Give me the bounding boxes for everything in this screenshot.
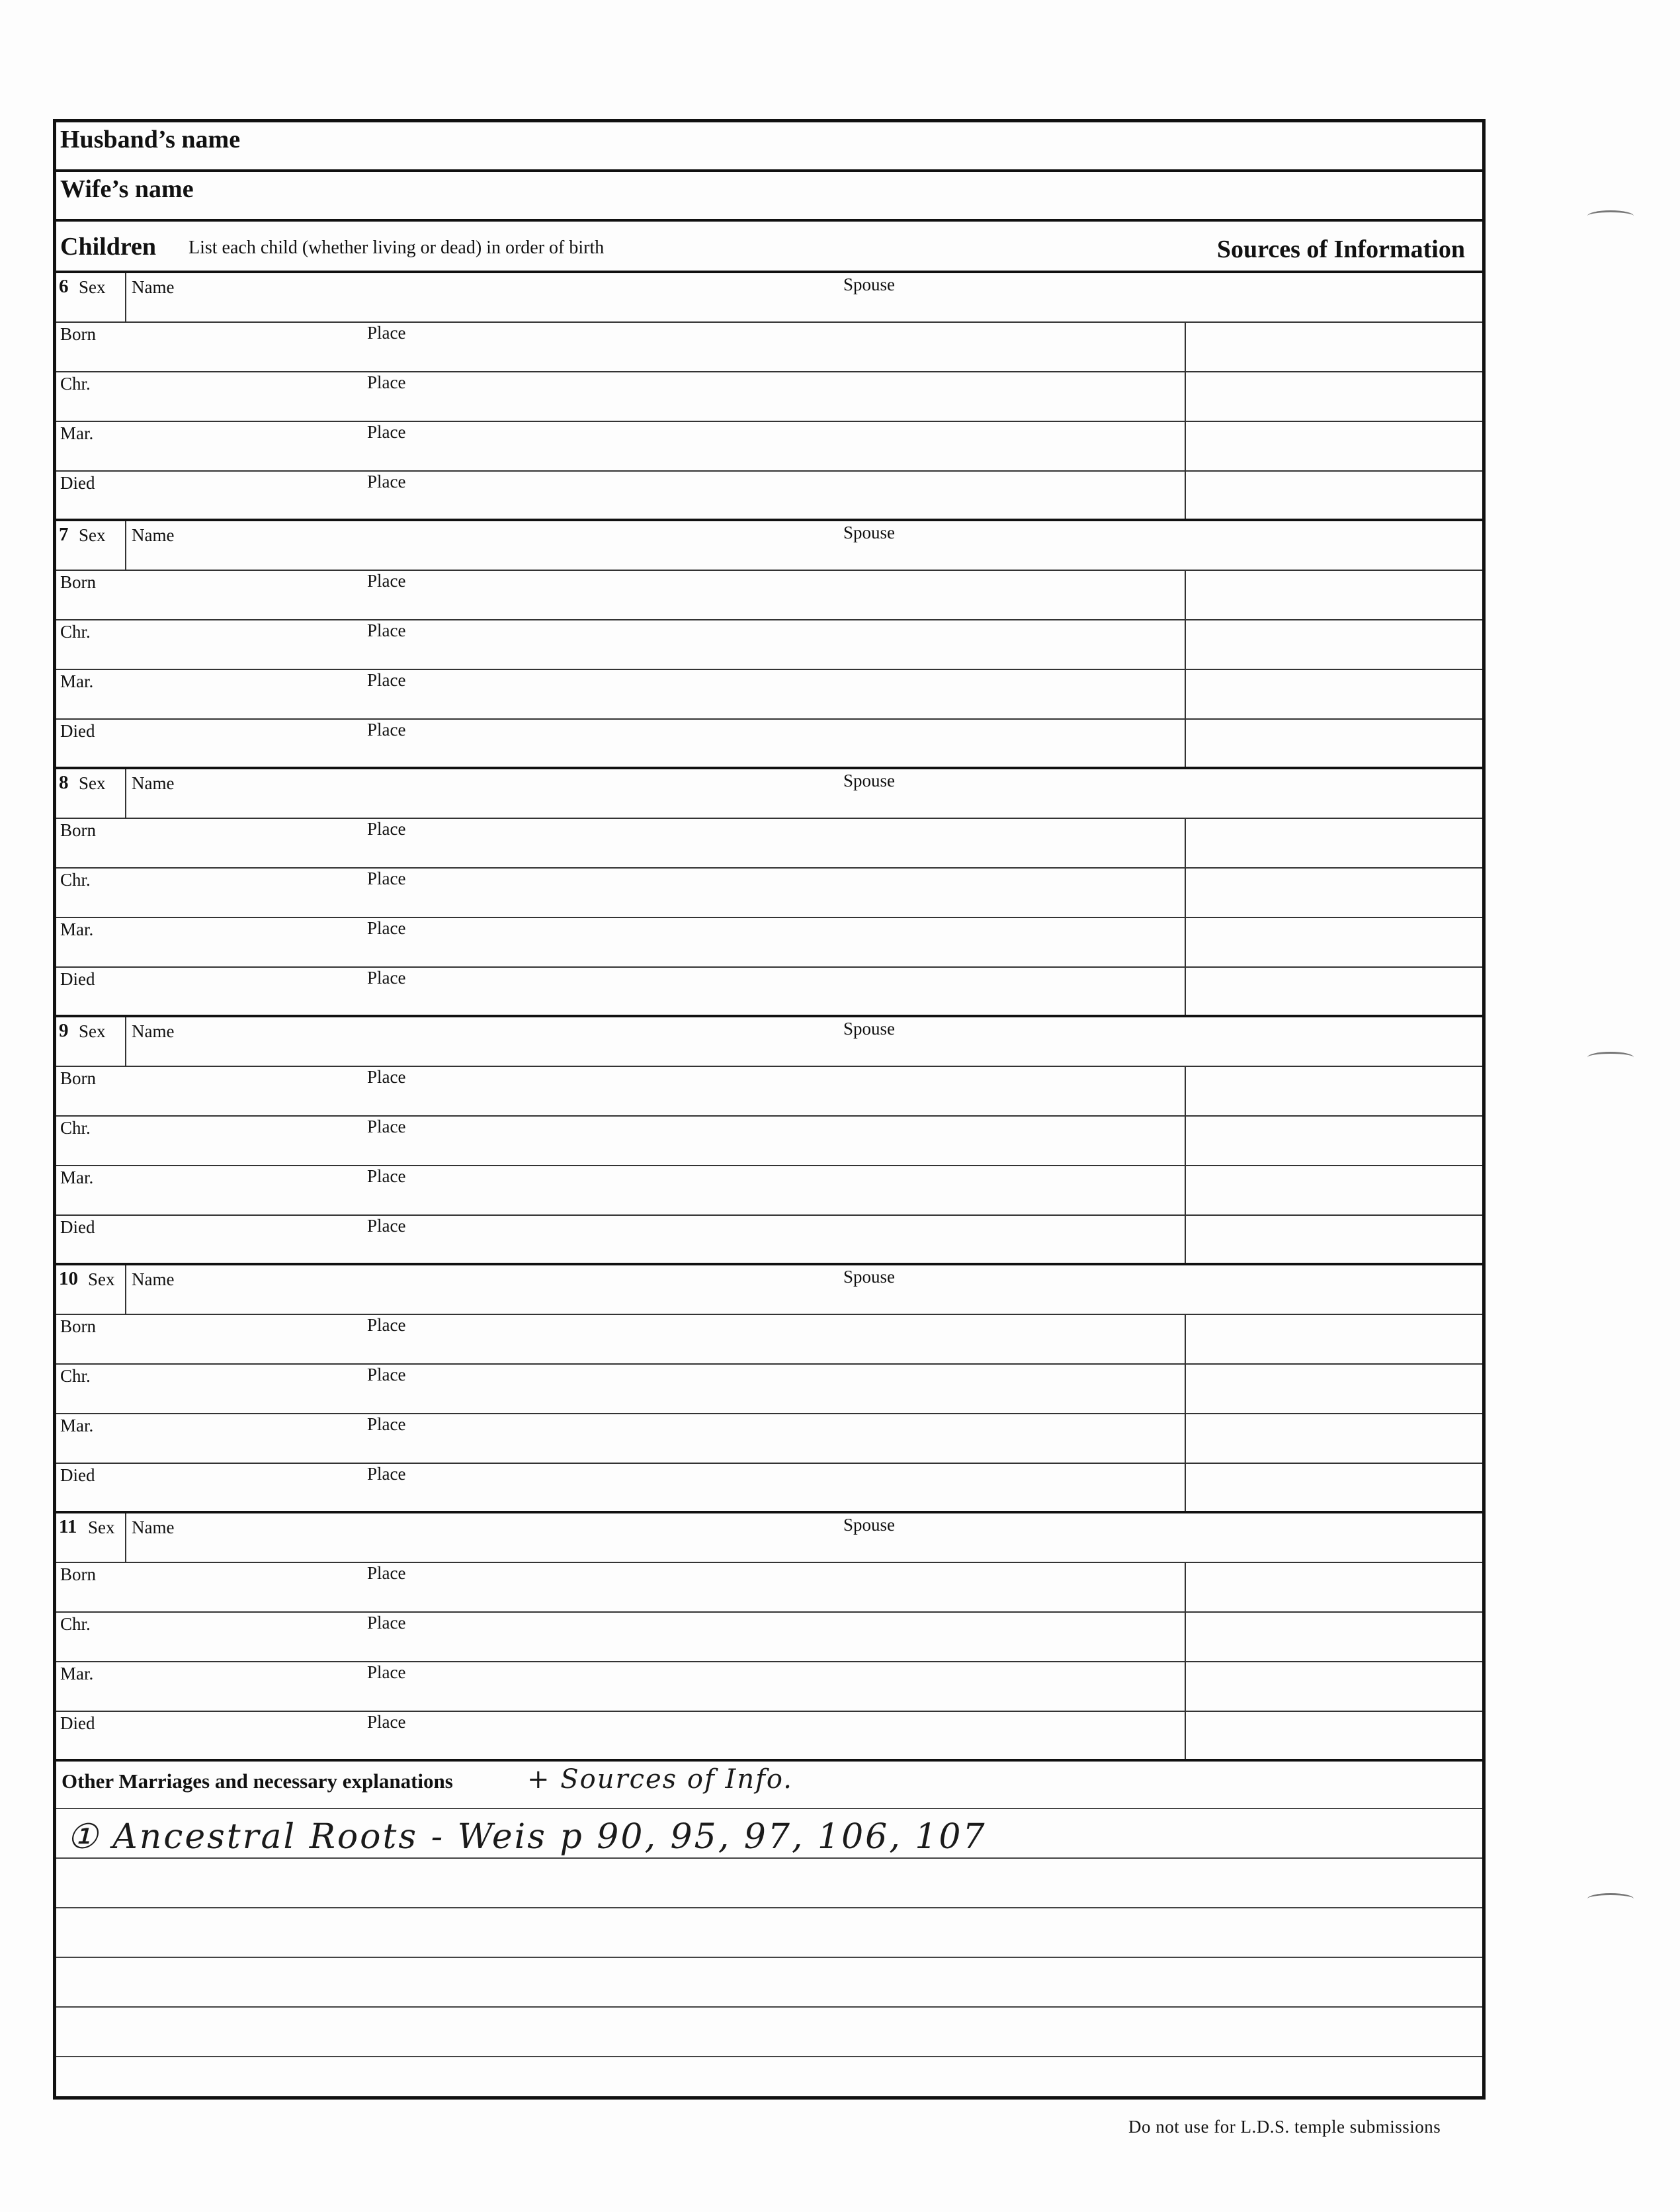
event-row[interactable] xyxy=(56,571,1482,620)
child-name-row[interactable] xyxy=(56,1513,1482,1563)
child-number: 9 xyxy=(59,1020,69,1041)
event-row[interactable] xyxy=(56,968,1482,1017)
place-label: Place xyxy=(367,670,406,690)
child-number: 8 xyxy=(59,772,69,793)
event-label: Born xyxy=(60,1316,96,1336)
place-label: Place xyxy=(367,1464,406,1484)
sex-label: Sex xyxy=(79,1021,106,1041)
child-sex-field[interactable] xyxy=(56,521,126,570)
event-label: Mar. xyxy=(60,1664,94,1683)
husband-name-label: Husband’s name xyxy=(60,126,241,153)
event-row[interactable] xyxy=(56,918,1482,968)
child-sex-field[interactable] xyxy=(56,769,126,818)
punch-hole-mark xyxy=(1587,1893,1634,1904)
name-label: Name xyxy=(132,1517,175,1537)
wife-name-field[interactable] xyxy=(56,172,1482,222)
event-label: Died xyxy=(60,473,95,493)
child-name-row[interactable] xyxy=(56,1017,1482,1067)
child-sex-field[interactable] xyxy=(56,1017,126,1066)
name-label: Name xyxy=(132,277,175,297)
event-row[interactable] xyxy=(56,1166,1482,1216)
place-label: Place xyxy=(367,1365,406,1384)
place-label: Place xyxy=(367,1216,406,1236)
family-group-form xyxy=(53,119,1486,2100)
spouse-label: Spouse xyxy=(843,523,896,542)
place-label: Place xyxy=(367,571,406,591)
child-record xyxy=(56,521,1482,769)
child-record xyxy=(56,1513,1482,1762)
place-label: Place xyxy=(367,1315,406,1335)
sex-label: Sex xyxy=(79,277,106,297)
event-label: Chr. xyxy=(60,870,91,890)
event-label: Born xyxy=(60,1564,96,1584)
sex-label: Sex xyxy=(79,525,106,545)
spouse-label: Spouse xyxy=(843,1267,896,1287)
event-label: Born xyxy=(60,820,96,840)
event-label: Chr. xyxy=(60,1614,91,1634)
event-label: Died xyxy=(60,969,95,989)
other-marriages-label: Other Marriages and necessary explanations xyxy=(62,1769,453,1793)
place-label: Place xyxy=(367,422,406,442)
handwritten-heading: + Sources of Info. xyxy=(527,1764,793,1795)
event-row[interactable] xyxy=(56,869,1482,918)
event-row[interactable] xyxy=(56,819,1482,869)
child-sex-field[interactable] xyxy=(56,1265,126,1314)
punch-hole-mark xyxy=(1587,210,1634,222)
place-label: Place xyxy=(367,1166,406,1186)
event-row[interactable] xyxy=(56,1563,1482,1613)
event-row[interactable] xyxy=(56,1067,1482,1117)
place-label: Place xyxy=(367,918,406,938)
sources-column-divider xyxy=(1185,1067,1186,1263)
event-label: Died xyxy=(60,1713,95,1733)
place-label: Place xyxy=(367,720,406,740)
event-row[interactable] xyxy=(56,1662,1482,1712)
name-label: Name xyxy=(132,1269,175,1289)
event-row[interactable] xyxy=(56,1117,1482,1166)
place-label: Place xyxy=(367,1067,406,1087)
child-sex-field[interactable] xyxy=(56,1513,126,1562)
event-label: Born xyxy=(60,572,96,592)
child-number: 11 xyxy=(59,1516,77,1537)
sources-column-divider xyxy=(1185,1563,1186,1759)
place-label: Place xyxy=(367,1414,406,1434)
child-number: 7 xyxy=(59,524,69,545)
place-label: Place xyxy=(367,323,406,343)
sources-column-divider xyxy=(1185,1315,1186,1511)
event-row[interactable] xyxy=(56,1216,1482,1265)
event-row[interactable] xyxy=(56,620,1482,670)
child-number: 10 xyxy=(59,1268,78,1289)
event-row[interactable] xyxy=(56,1414,1482,1464)
sex-label: Sex xyxy=(88,1517,115,1537)
sources-column-divider xyxy=(1185,819,1186,1015)
child-number: 6 xyxy=(59,276,69,297)
sources-column-divider xyxy=(1185,571,1186,767)
event-row[interactable] xyxy=(56,1712,1482,1762)
child-record xyxy=(56,1017,1482,1265)
event-row[interactable] xyxy=(56,1613,1482,1662)
event-label: Mar. xyxy=(60,1168,94,1187)
event-row[interactable] xyxy=(56,1365,1482,1414)
children-note: List each child (whether living or dead) in order of birth xyxy=(189,237,605,258)
child-name-row[interactable] xyxy=(56,521,1482,571)
sex-label: Sex xyxy=(88,1269,115,1289)
sex-label: Sex xyxy=(79,773,106,793)
sources-column-divider xyxy=(1185,323,1186,519)
child-record xyxy=(56,1265,1482,1513)
place-label: Place xyxy=(367,819,406,839)
place-label: Place xyxy=(367,1563,406,1583)
wife-name-label: Wife’s name xyxy=(60,175,194,203)
place-label: Place xyxy=(367,1662,406,1682)
event-row[interactable] xyxy=(56,372,1482,422)
husband-name-field[interactable] xyxy=(56,122,1482,172)
handwritten-note: ① Ancestral Roots - Weis p 90, 95, 97, 106, 107 xyxy=(67,1817,987,1857)
event-row[interactable] xyxy=(56,472,1482,521)
event-row[interactable] xyxy=(56,422,1482,472)
child-name-row[interactable] xyxy=(56,769,1482,819)
event-label: Chr. xyxy=(60,1118,91,1138)
spouse-label: Spouse xyxy=(843,1019,896,1039)
event-row[interactable] xyxy=(56,1464,1482,1513)
event-label: Mar. xyxy=(60,423,94,443)
event-label: Died xyxy=(60,1217,95,1237)
event-label: Chr. xyxy=(60,1366,91,1386)
spouse-label: Spouse xyxy=(843,275,896,294)
event-label: Born xyxy=(60,1068,96,1088)
spouse-label: Spouse xyxy=(843,1515,896,1535)
footer-disclaimer: Do not use for L.D.S. temple submissions xyxy=(1128,2117,1441,2137)
children-label: Children xyxy=(60,233,157,261)
event-row[interactable] xyxy=(56,670,1482,720)
place-label: Place xyxy=(367,869,406,888)
event-row[interactable] xyxy=(56,323,1482,372)
event-label: Mar. xyxy=(60,919,94,939)
event-label: Died xyxy=(60,721,95,741)
event-row[interactable] xyxy=(56,1315,1482,1365)
child-name-row[interactable] xyxy=(56,1265,1482,1315)
place-label: Place xyxy=(367,1613,406,1633)
event-label: Mar. xyxy=(60,671,94,691)
name-label: Name xyxy=(132,525,175,545)
spouse-label: Spouse xyxy=(843,771,896,790)
name-label: Name xyxy=(132,1021,175,1041)
event-label: Born xyxy=(60,324,96,344)
child-record xyxy=(56,273,1482,521)
place-label: Place xyxy=(367,968,406,988)
other-marriages-section[interactable] xyxy=(56,1762,1482,2096)
punch-hole-mark xyxy=(1587,1052,1634,1063)
event-label: Died xyxy=(60,1465,95,1485)
place-label: Place xyxy=(367,1712,406,1732)
place-label: Place xyxy=(367,1117,406,1136)
children-header xyxy=(56,222,1482,273)
child-record xyxy=(56,769,1482,1017)
event-label: Chr. xyxy=(60,374,91,394)
event-label: Chr. xyxy=(60,622,91,642)
name-label: Name xyxy=(132,773,175,793)
place-label: Place xyxy=(367,620,406,640)
event-label: Mar. xyxy=(60,1416,94,1435)
place-label: Place xyxy=(367,372,406,392)
child-name-row[interactable] xyxy=(56,273,1482,323)
place-label: Place xyxy=(367,472,406,491)
sources-heading: Sources of Information xyxy=(1216,235,1465,263)
child-sex-field[interactable] xyxy=(56,273,126,321)
event-row[interactable] xyxy=(56,720,1482,769)
